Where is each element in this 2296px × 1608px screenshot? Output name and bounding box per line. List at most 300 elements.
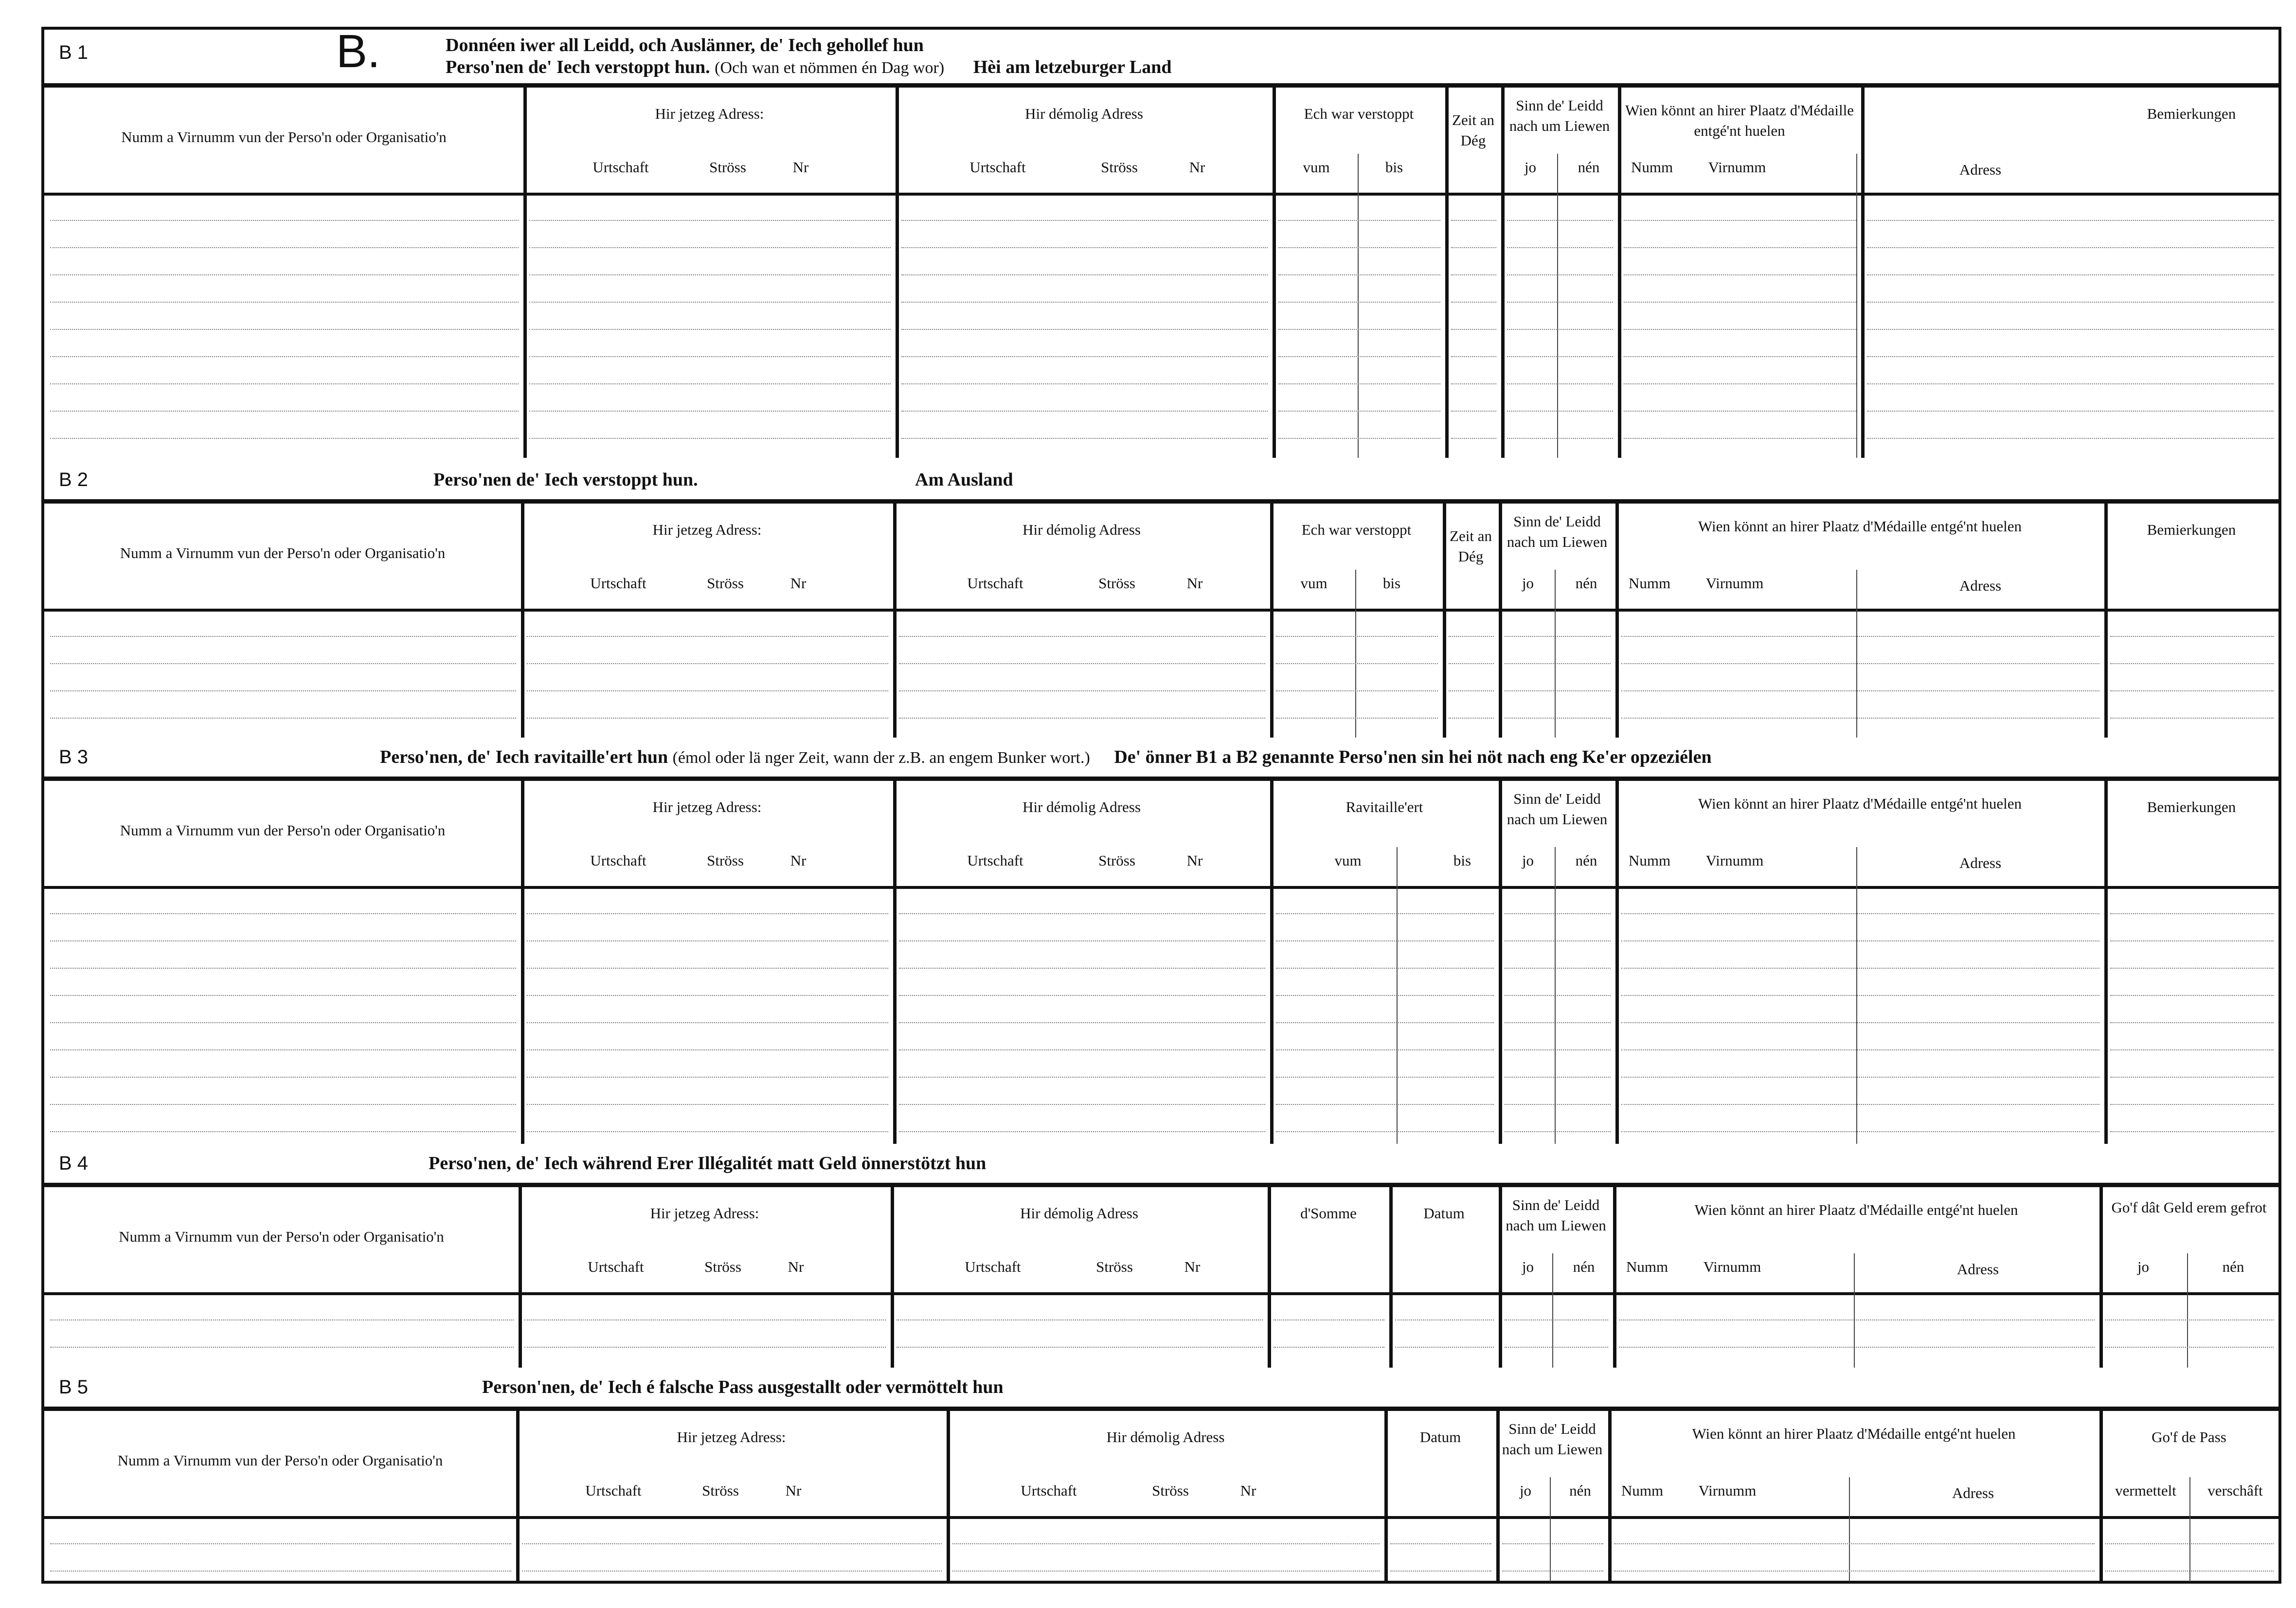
- entry-line[interactable]: [1505, 1077, 1611, 1078]
- entry-line[interactable]: [50, 247, 519, 248]
- entry-line[interactable]: [1867, 383, 2274, 384]
- section-b2-title-row: [44, 460, 2278, 504]
- urtschaft-header: Urtschaft: [585, 1482, 642, 1499]
- bis-header: bis: [1382, 575, 1401, 592]
- entry-line[interactable]: [901, 329, 1268, 330]
- entry-line[interactable]: [1867, 302, 2274, 303]
- entry-line[interactable]: [899, 1022, 1265, 1023]
- entry-line[interactable]: [1395, 1319, 1494, 1320]
- section-title: [380, 746, 1712, 768]
- entry-line[interactable]: [529, 329, 891, 330]
- stross-header: Ströss: [704, 1258, 741, 1275]
- virnumm-header: Virnumm: [1703, 1258, 1761, 1275]
- entry-line[interactable]: [899, 718, 1265, 719]
- entry-line[interactable]: [50, 940, 516, 941]
- jo-header: jo: [1522, 852, 1534, 869]
- entry-line[interactable]: [1276, 1022, 1494, 1023]
- medal-header: Wien könnt an hirer Plaatz d'Médaille entgé'nt huelen: [1692, 1425, 2016, 1442]
- entry-line[interactable]: [1278, 329, 1440, 330]
- entry-line[interactable]: [527, 690, 888, 691]
- entry-line[interactable]: [1624, 302, 1856, 303]
- alive-header: Sinn de' Leidd nach um Liewen: [1507, 790, 1608, 828]
- entry-line[interactable]: [1278, 411, 1440, 412]
- entry-line[interactable]: [1867, 274, 2274, 275]
- entry-line[interactable]: [1624, 438, 1856, 439]
- entry-line[interactable]: [50, 1571, 511, 1572]
- entry-line[interactable]: [1505, 690, 1611, 691]
- entry-line[interactable]: [899, 663, 1265, 664]
- entry-line[interactable]: [1278, 438, 1440, 439]
- entry-line[interactable]: [50, 718, 516, 719]
- entry-line[interactable]: [899, 1104, 1265, 1105]
- entry-line[interactable]: [1451, 383, 1496, 384]
- entry-line[interactable]: [2105, 1347, 2274, 1348]
- entry-line[interactable]: [1621, 913, 2099, 914]
- entry-line[interactable]: [527, 913, 888, 914]
- entry-line[interactable]: [1621, 718, 2099, 719]
- entry-line[interactable]: [1507, 302, 1613, 303]
- entry-line[interactable]: [1276, 636, 1438, 637]
- entry-line[interactable]: [527, 718, 888, 719]
- section-b2: [44, 460, 2278, 738]
- entry-line[interactable]: [2110, 1022, 2274, 1023]
- entry-line[interactable]: [1867, 356, 2274, 357]
- entry-line[interactable]: [522, 1543, 942, 1544]
- entry-line[interactable]: [2105, 1571, 2274, 1572]
- column-subdivider: [1355, 570, 1356, 738]
- entry-line[interactable]: [1451, 356, 1496, 357]
- entry-line[interactable]: [1276, 913, 1494, 914]
- current-address-header: Hir jetzeg Adress:: [677, 1428, 786, 1445]
- entry-line[interactable]: [901, 220, 1268, 221]
- entry-line[interactable]: [50, 302, 519, 303]
- entry-line[interactable]: [1451, 411, 1496, 412]
- entry-line[interactable]: [527, 995, 888, 996]
- entry-line[interactable]: [2110, 913, 2274, 914]
- entry-line[interactable]: [50, 913, 516, 914]
- nen-header: nén: [1578, 159, 1600, 176]
- entry-line[interactable]: [1624, 329, 1856, 330]
- entry-line[interactable]: [1276, 1104, 1494, 1105]
- entry-line[interactable]: [1507, 356, 1613, 357]
- urtschaft-header: Urtschaft: [969, 159, 1026, 176]
- entry-line[interactable]: [899, 690, 1265, 691]
- entry-line[interactable]: [50, 1049, 516, 1050]
- entry-line[interactable]: [1278, 247, 1440, 248]
- entry-line[interactable]: [2105, 1543, 2274, 1544]
- entry-line[interactable]: [2105, 1319, 2274, 1320]
- entry-line[interactable]: [2110, 995, 2274, 996]
- entry-line[interactable]: [527, 1077, 888, 1078]
- urtschaft-header: Urtschaft: [590, 575, 646, 592]
- entry-line[interactable]: [529, 411, 891, 412]
- entry-line[interactable]: [1276, 663, 1438, 664]
- form-title-line1: Donnéen iwer all Leidd, och Auslänner, de' Iech gehollef hun: [446, 35, 924, 55]
- entry-line[interactable]: [1505, 1104, 1611, 1105]
- entry-line[interactable]: [50, 968, 516, 969]
- entry-line[interactable]: [1621, 1131, 2099, 1132]
- name-column-header: Numm a Virnumm vun der Perso'n oder Organisatio'n: [120, 544, 446, 561]
- alive-header: Sinn de' Leidd nach um Liewen: [1509, 97, 1610, 134]
- header-rule: [44, 1516, 2278, 1519]
- entry-line[interactable]: [1614, 1571, 2095, 1572]
- entry-line[interactable]: [1621, 663, 2099, 664]
- entry-line[interactable]: [1621, 1077, 2099, 1078]
- entry-line[interactable]: [1507, 247, 1613, 248]
- entry-line[interactable]: [527, 1049, 888, 1050]
- entry-line[interactable]: [50, 1104, 516, 1105]
- entry-line[interactable]: [1867, 220, 2274, 221]
- datum-header: Datum: [1423, 1205, 1465, 1222]
- entry-line[interactable]: [899, 1077, 1265, 1078]
- section-b5: [44, 1368, 2278, 1582]
- entry-line[interactable]: [50, 663, 516, 664]
- entry-line[interactable]: [1624, 411, 1856, 412]
- entry-line[interactable]: [2110, 718, 2274, 719]
- entry-line[interactable]: [1507, 329, 1613, 330]
- entry-line[interactable]: [1614, 1543, 2095, 1544]
- entry-line[interactable]: [50, 1022, 516, 1023]
- adress-header: Adress: [1959, 161, 2002, 178]
- entry-line[interactable]: [1449, 636, 1494, 637]
- entry-line[interactable]: [1276, 690, 1438, 691]
- urtschaft-header: Urtschaft: [588, 1258, 644, 1275]
- hidden-period-header: Ech war verstoppt: [1301, 521, 1412, 538]
- name-column-header: Numm a Virnumm vun der Perso'n oder Organisatio'n: [121, 128, 447, 145]
- column-divider: [1501, 83, 1505, 458]
- entry-line[interactable]: [1621, 690, 2099, 691]
- section-b1-grid: [44, 83, 2278, 458]
- entry-line[interactable]: [50, 220, 519, 221]
- adress-header: Adress: [1956, 1261, 1999, 1278]
- entry-line[interactable]: [1621, 940, 2099, 941]
- section-title: Perso'nen de' Iech verstoppt hun.: [433, 470, 698, 490]
- datum-header: Datum: [1419, 1428, 1461, 1445]
- entry-line[interactable]: [899, 995, 1265, 996]
- money-header: Go'f dât Geld erem gefrot: [2111, 1199, 2267, 1216]
- section-code: B 3: [59, 746, 89, 768]
- entry-line[interactable]: [901, 383, 1268, 384]
- entry-line[interactable]: [1278, 383, 1440, 384]
- entry-line[interactable]: [1507, 383, 1613, 384]
- entry-line[interactable]: [2110, 636, 2274, 637]
- alive-header: Sinn de' Leidd nach um Liewen: [1506, 1196, 1606, 1234]
- entry-line[interactable]: [899, 940, 1265, 941]
- entry-line[interactable]: [2110, 940, 2274, 941]
- column-divider: [1615, 777, 1619, 1144]
- entry-line[interactable]: [2110, 968, 2274, 969]
- entry-line[interactable]: [1276, 1131, 1494, 1132]
- column-subdivider: [1550, 1477, 1551, 1582]
- entry-line[interactable]: [527, 940, 888, 941]
- stross-header: Ströss: [1152, 1482, 1189, 1499]
- entry-line[interactable]: [899, 1049, 1265, 1050]
- entry-line[interactable]: [1276, 1049, 1494, 1050]
- entry-line[interactable]: [901, 411, 1268, 412]
- entry-line[interactable]: [1505, 636, 1611, 637]
- entry-line[interactable]: [1276, 940, 1494, 941]
- section-b2-grid: [44, 499, 2278, 738]
- entry-line[interactable]: [1507, 274, 1613, 275]
- entry-line[interactable]: [1624, 383, 1856, 384]
- entry-line[interactable]: [1505, 1022, 1611, 1023]
- column-divider: [1270, 777, 1274, 1144]
- somme-header: d'Somme: [1300, 1205, 1357, 1222]
- entry-line[interactable]: [1395, 1347, 1494, 1348]
- entry-line[interactable]: [1278, 220, 1440, 221]
- entry-line[interactable]: [527, 663, 888, 664]
- entry-line[interactable]: [1505, 1049, 1611, 1050]
- entry-line[interactable]: [901, 356, 1268, 357]
- entry-line[interactable]: [952, 1571, 1380, 1572]
- entry-line[interactable]: [50, 356, 519, 357]
- entry-line[interactable]: [1505, 995, 1611, 996]
- entry-line[interactable]: [901, 438, 1268, 439]
- entry-line[interactable]: [1276, 1077, 1494, 1078]
- section-code: B 1: [59, 42, 89, 63]
- stross-header: Ströss: [707, 852, 744, 869]
- money-jo-header: jo: [2137, 1258, 2150, 1275]
- entry-line[interactable]: [1621, 1104, 2099, 1105]
- entry-line[interactable]: [1451, 220, 1496, 221]
- section-b3-title-row: [44, 738, 2278, 781]
- entry-line[interactable]: [50, 995, 516, 996]
- entry-line[interactable]: [529, 302, 891, 303]
- medal-header: Wien könnt an hirer Plaatz d'Médaille entgé'nt huelen: [1698, 518, 2022, 535]
- stross-header: Ströss: [707, 575, 744, 592]
- entry-line[interactable]: [527, 968, 888, 969]
- section-title: Perso'nen, de' Iech während Erer Illégalitét matt Geld önnerstötzt hun: [429, 1153, 987, 1174]
- entry-line[interactable]: [50, 1131, 516, 1132]
- entry-line[interactable]: [1505, 1319, 1608, 1320]
- entry-line[interactable]: [1276, 968, 1494, 969]
- entry-line[interactable]: [50, 411, 519, 412]
- medal-header: Wien könnt an hirer Plaatz d'Médaille entgé'nt huelen: [1698, 795, 2022, 812]
- column-subdivider: [1555, 570, 1556, 738]
- entry-line[interactable]: [2110, 1049, 2274, 1050]
- name-column-header: Numm a Virnumm vun der Perso'n oder Organisatio'n: [120, 821, 446, 839]
- entry-line[interactable]: [529, 247, 891, 248]
- nr-header: Nr: [1186, 575, 1203, 592]
- entry-line[interactable]: [50, 329, 519, 330]
- entry-line[interactable]: [527, 1104, 888, 1105]
- urtschaft-header: Urtschaft: [592, 159, 649, 176]
- entry-line[interactable]: [524, 1347, 886, 1348]
- entry-line[interactable]: [1390, 1543, 1491, 1544]
- entry-line[interactable]: [1624, 220, 1856, 221]
- entry-line[interactable]: [2110, 1077, 2274, 1078]
- bis-header: bis: [1453, 852, 1471, 869]
- urtschaft-header: Urtschaft: [1021, 1482, 1077, 1499]
- entry-line[interactable]: [522, 1571, 942, 1572]
- column-divider: [2104, 777, 2108, 1144]
- entry-line[interactable]: [1278, 302, 1440, 303]
- current-address-header: Hir jetzeg Adress:: [650, 1205, 759, 1222]
- entry-line[interactable]: [1505, 1347, 1608, 1348]
- numm-header: Numm: [1631, 159, 1673, 176]
- adress-header: Adress: [1959, 854, 2002, 871]
- nr-header: Nr: [790, 575, 807, 592]
- adress-header: Adress: [1952, 1484, 1994, 1501]
- column-divider: [893, 777, 897, 1144]
- entry-line[interactable]: [1276, 995, 1494, 996]
- section-b5-title-row: [44, 1368, 2278, 1411]
- entry-line[interactable]: [1624, 356, 1856, 357]
- entry-line[interactable]: [50, 274, 519, 275]
- entry-line[interactable]: [1451, 329, 1496, 330]
- header-rule: [44, 886, 2278, 889]
- entry-line[interactable]: [1274, 1319, 1384, 1320]
- header-rule: [44, 193, 2278, 196]
- entry-line[interactable]: [1507, 438, 1613, 439]
- entry-line[interactable]: [50, 1347, 514, 1348]
- jo-header: jo: [1522, 575, 1534, 592]
- entry-line[interactable]: [1451, 247, 1496, 248]
- nen-header: nén: [1575, 575, 1597, 592]
- numm-header: Numm: [1628, 575, 1671, 592]
- entry-line[interactable]: [524, 1319, 886, 1320]
- column-subdivider: [2189, 1477, 2190, 1582]
- entry-line[interactable]: [1451, 274, 1496, 275]
- medal-header: Wien könnt an hirer Plaatz d'Médaille entgé'nt huelen: [1625, 102, 1854, 139]
- entry-line[interactable]: [2110, 663, 2274, 664]
- current-address-header: Hir jetzeg Adress:: [655, 105, 764, 122]
- section-code: B 2: [59, 469, 89, 490]
- form-title-line2-main: Perso'nen de' Iech verstoppt hun.: [446, 57, 710, 77]
- column-subdivider: [1856, 154, 1857, 458]
- urtschaft-header: Urtschaft: [590, 852, 646, 869]
- entry-line[interactable]: [1621, 1022, 2099, 1023]
- entry-line[interactable]: [1278, 274, 1440, 275]
- alive-header: Sinn de' Leidd nach um Liewen: [1502, 1420, 1603, 1458]
- section-b1-title-row: [44, 25, 2278, 88]
- header-rule: [44, 1292, 2278, 1295]
- entry-line[interactable]: [1505, 913, 1611, 914]
- former-address-header: Hir démolig Adress: [1106, 1428, 1225, 1445]
- former-address-header: Hir démolig Adress: [1022, 798, 1141, 815]
- entry-line[interactable]: [1451, 302, 1496, 303]
- vum-header: vum: [1303, 159, 1330, 176]
- nr-header: Nr: [1189, 159, 1205, 176]
- entry-line[interactable]: [1502, 1571, 1603, 1572]
- entry-line[interactable]: [952, 1543, 1380, 1544]
- section-b4: [44, 1144, 2278, 1368]
- entry-line[interactable]: [1278, 356, 1440, 357]
- nr-header: Nr: [788, 1258, 804, 1275]
- entry-line[interactable]: [1502, 1543, 1603, 1544]
- entry-line[interactable]: [1507, 220, 1613, 221]
- entry-line[interactable]: [1505, 1131, 1611, 1132]
- entry-line[interactable]: [1505, 663, 1611, 664]
- entry-line[interactable]: [527, 1131, 888, 1132]
- entry-line[interactable]: [1867, 247, 2274, 248]
- stross-header: Ströss: [1098, 852, 1135, 869]
- numm-header: Numm: [1628, 852, 1671, 869]
- entry-line[interactable]: [2110, 690, 2274, 691]
- entry-line[interactable]: [50, 690, 516, 691]
- entry-line[interactable]: [1449, 690, 1494, 691]
- entry-line[interactable]: [1505, 968, 1611, 969]
- stross-header: Ströss: [1101, 159, 1138, 176]
- form-letter: B.: [336, 25, 380, 77]
- entry-line[interactable]: [899, 636, 1265, 637]
- former-address-header: Hir démolig Adress: [1022, 521, 1141, 538]
- entry-line[interactable]: [1867, 438, 2274, 439]
- entry-line[interactable]: [529, 274, 891, 275]
- entry-line[interactable]: [1867, 329, 2274, 330]
- column-subdivider: [1358, 154, 1359, 458]
- entry-line[interactable]: [897, 1347, 1263, 1348]
- entry-line[interactable]: [1449, 663, 1494, 664]
- entry-line[interactable]: [1276, 718, 1438, 719]
- entry-line[interactable]: [50, 1077, 516, 1078]
- column-divider: [1499, 777, 1502, 1144]
- entry-line[interactable]: [1451, 438, 1496, 439]
- entry-line[interactable]: [1507, 411, 1613, 412]
- former-address-header: Hir démolig Adress: [1025, 105, 1143, 122]
- entry-line[interactable]: [1867, 411, 2274, 412]
- entry-line[interactable]: [899, 913, 1265, 914]
- stross-header: Ströss: [702, 1482, 739, 1499]
- urtschaft-header: Urtschaft: [965, 1258, 1021, 1275]
- entry-line[interactable]: [1390, 1571, 1491, 1572]
- entry-line[interactable]: [529, 383, 891, 384]
- entry-line[interactable]: [1624, 274, 1856, 275]
- virnumm-header: Virnumm: [1705, 852, 1764, 869]
- entry-line[interactable]: [901, 274, 1268, 275]
- entry-line[interactable]: [1624, 247, 1856, 248]
- entry-line[interactable]: [2110, 1131, 2274, 1132]
- vermettelt-header: vermettelt: [2115, 1482, 2176, 1499]
- entry-line[interactable]: [527, 1022, 888, 1023]
- entry-line[interactable]: [50, 636, 516, 637]
- nen-header: nén: [1573, 1258, 1595, 1275]
- entry-line[interactable]: [1621, 968, 2099, 969]
- entry-line[interactable]: [899, 968, 1265, 969]
- entry-line[interactable]: [1619, 1347, 2095, 1348]
- entry-line[interactable]: [1274, 1347, 1384, 1348]
- entry-line[interactable]: [527, 636, 888, 637]
- entry-line[interactable]: [1505, 940, 1611, 941]
- verschaft-header: verschâft: [2207, 1482, 2263, 1499]
- entry-line[interactable]: [529, 356, 891, 357]
- entry-line[interactable]: [529, 220, 891, 221]
- column-divider: [1273, 83, 1276, 458]
- entry-line[interactable]: [901, 302, 1268, 303]
- entry-line[interactable]: [897, 1319, 1263, 1320]
- entry-line[interactable]: [1619, 1319, 2095, 1320]
- name-column-header: Numm a Virnumm vun der Perso'n oder Organisatio'n: [117, 1451, 443, 1469]
- entry-line[interactable]: [50, 383, 519, 384]
- nr-header: Nr: [792, 159, 809, 176]
- remarks-header: Bemierkungen: [2147, 521, 2236, 538]
- entry-line[interactable]: [50, 1543, 511, 1544]
- entry-line[interactable]: [50, 1319, 514, 1320]
- entry-line[interactable]: [1505, 718, 1611, 719]
- entry-line[interactable]: [1621, 636, 2099, 637]
- entry-line[interactable]: [2110, 1104, 2274, 1105]
- bis-header: bis: [1385, 159, 1403, 176]
- entry-line[interactable]: [529, 438, 891, 439]
- entry-line[interactable]: [1621, 1049, 2099, 1050]
- entry-line[interactable]: [1621, 995, 2099, 996]
- entry-line[interactable]: [901, 247, 1268, 248]
- entry-line[interactable]: [50, 438, 519, 439]
- section-b3: [44, 738, 2278, 1144]
- column-divider: [1861, 83, 1865, 458]
- entry-line[interactable]: [899, 1131, 1265, 1132]
- entry-line[interactable]: [1449, 718, 1494, 719]
